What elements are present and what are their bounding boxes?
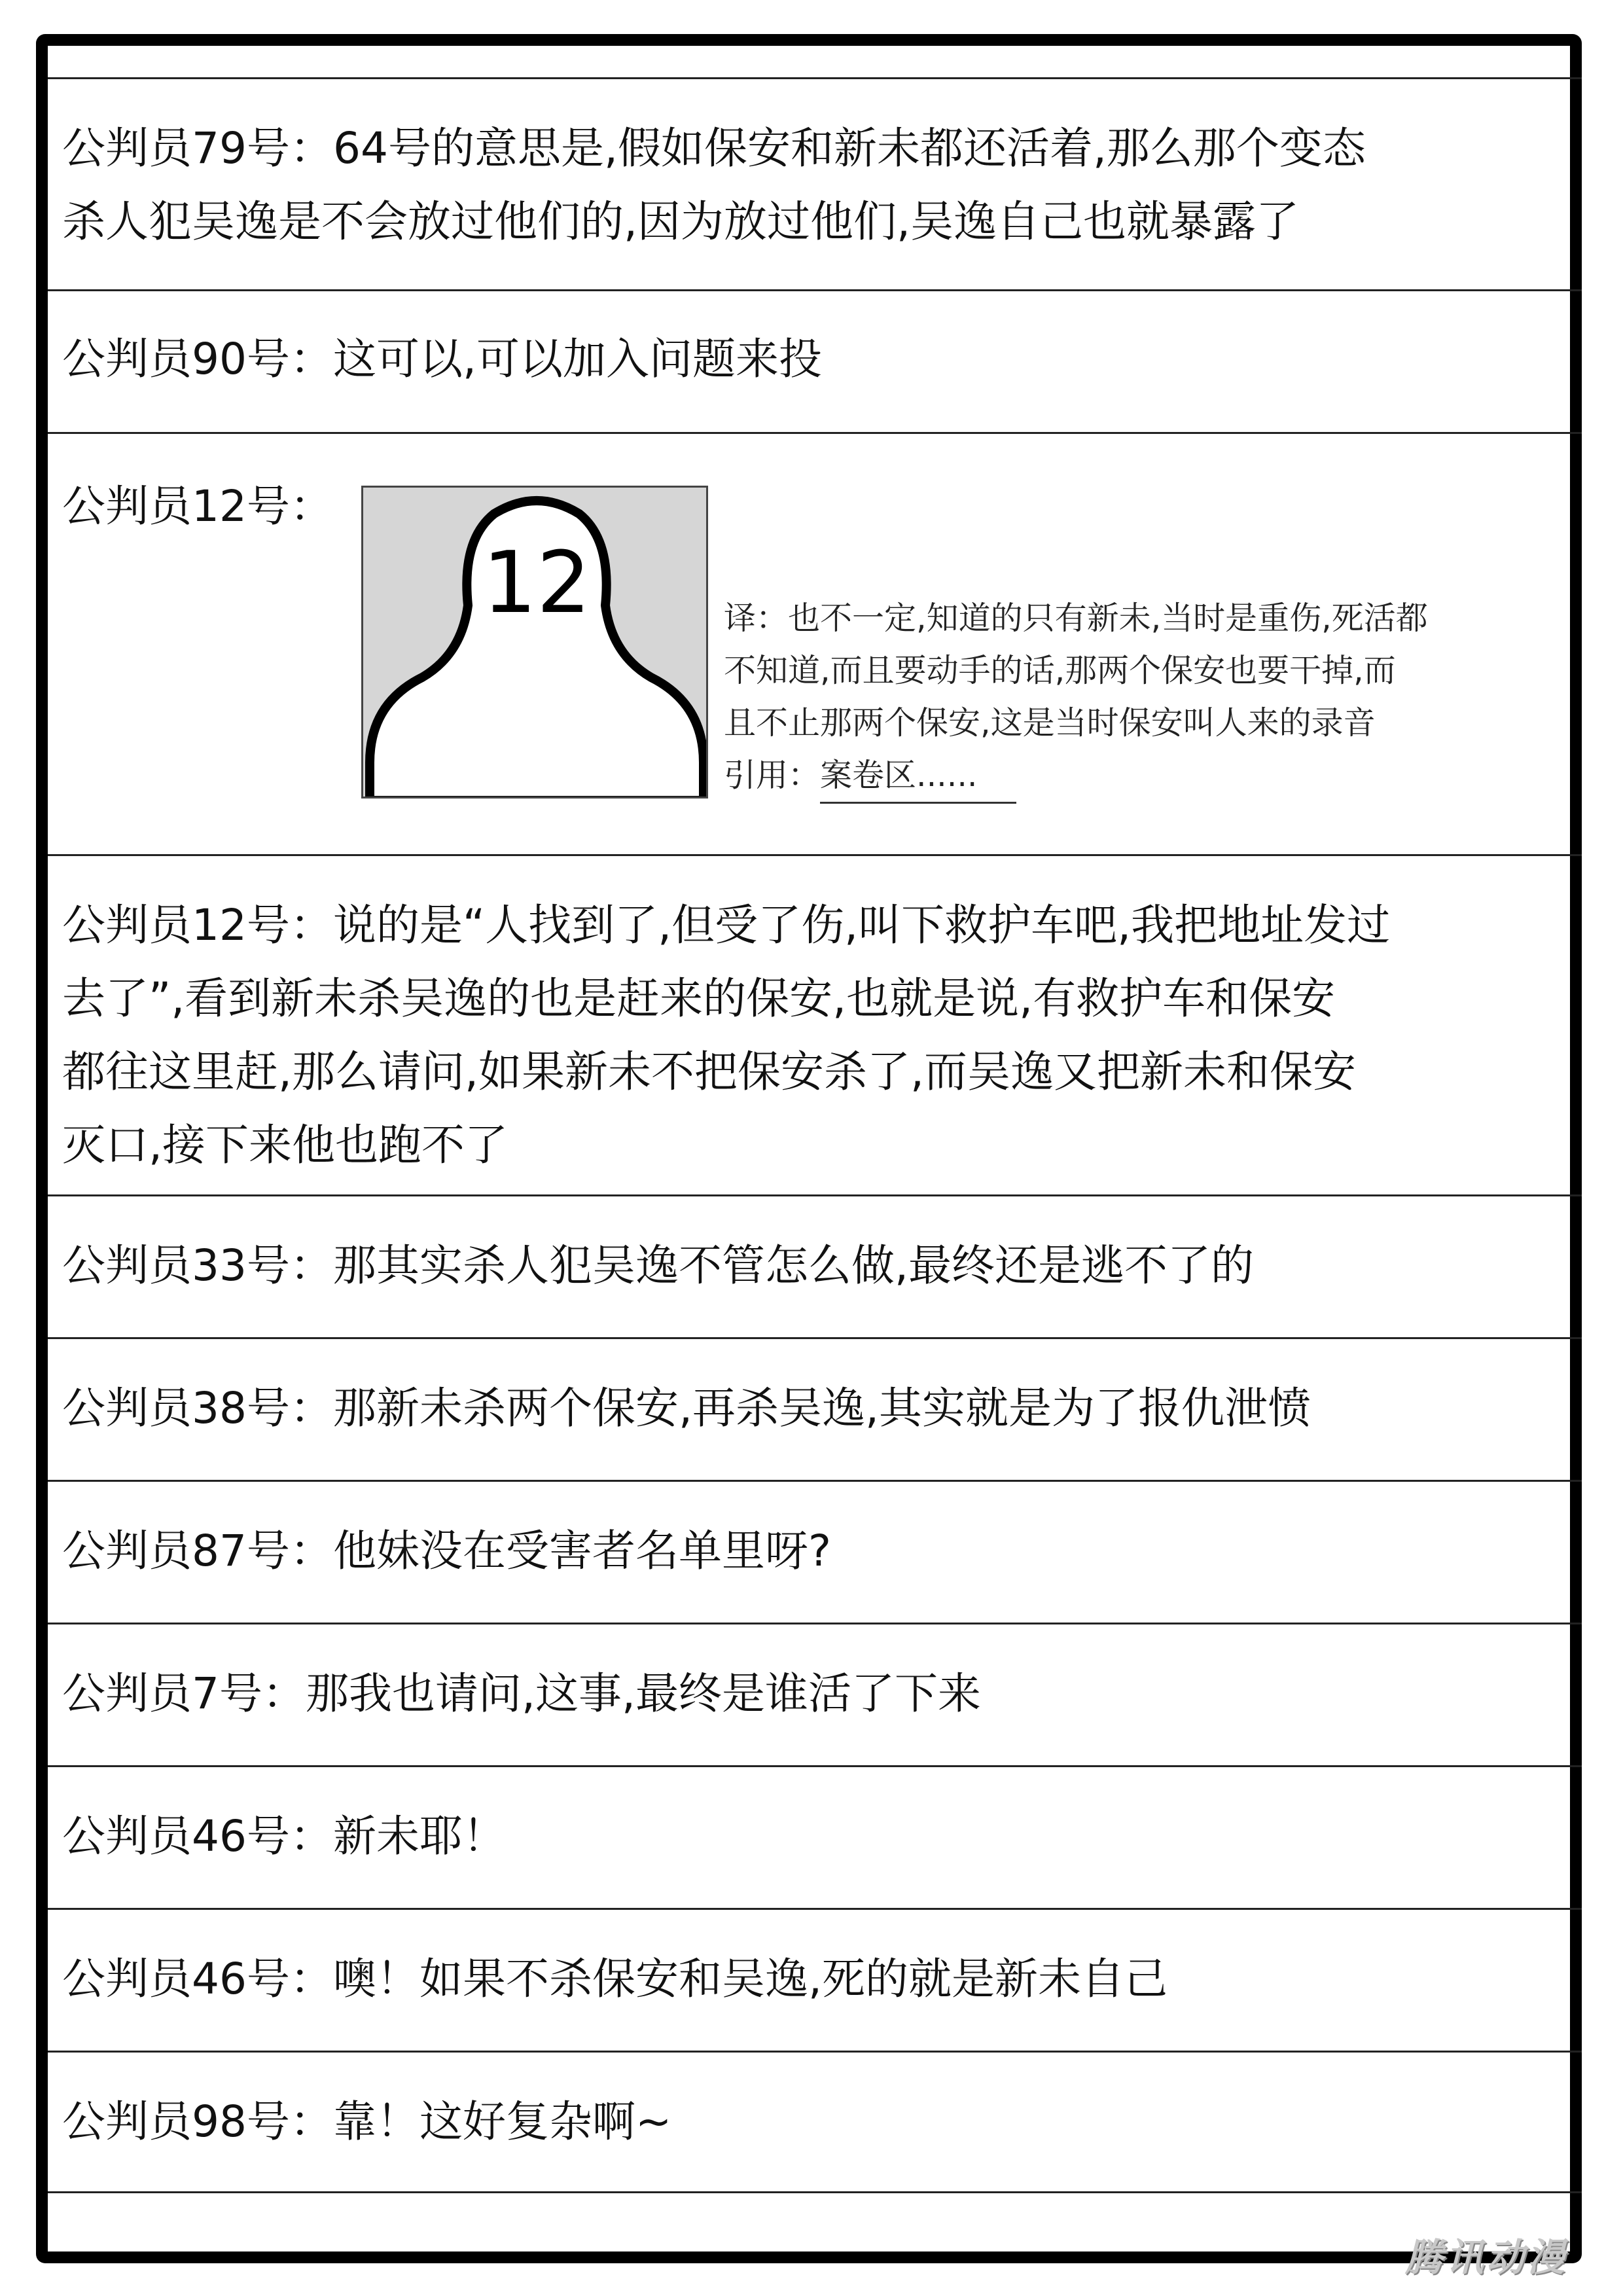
dialogue-line: 公判员12号： xyxy=(62,481,333,531)
dialogue-row xyxy=(48,77,1582,289)
quote-prefix: 引用： xyxy=(724,757,821,794)
watermark-logo: 腾讯动漫 xyxy=(1404,2235,1567,2280)
dialogue-line: 都往这里赶,那么请问,如果新未不把保安杀了,而吴逸又把新未和保安 xyxy=(62,1047,1356,1097)
juror-avatar xyxy=(361,486,708,798)
dialogue-line: 公判员87号：他妹没在受害者名单里呀? xyxy=(62,1526,832,1576)
avatar-number: 12 xyxy=(482,533,591,632)
dialogue-row xyxy=(48,289,1582,432)
dialogue-line: 公判员38号：那新未杀两个保安,再杀吴逸,其实就是为了报仇泄愤 xyxy=(62,1383,1311,1433)
quote-reference xyxy=(724,749,1588,804)
dialogue-row xyxy=(48,1480,1582,1623)
dialogue-row xyxy=(48,1337,1582,1480)
dialogue-line: 公判员46号：噢！如果不杀保安和吴逸,死的就是新未自己 xyxy=(62,1954,1168,2004)
dialogue-row xyxy=(48,1194,1582,1337)
dialogue-line: 公判员98号：靠！这好复杂啊~ xyxy=(62,2096,672,2147)
quote-link[interactable]: 案卷区...... xyxy=(820,749,1016,804)
dialogue-row xyxy=(48,1623,1582,1765)
translation-line: 且不止那两个保安,这是当时保安叫人来的录音 xyxy=(724,704,1376,742)
dialogue-line: 灭口,接下来他也跑不了 xyxy=(62,1120,508,1170)
dialogue-row xyxy=(48,2051,1582,2193)
dialogue-line: 公判员46号：新未耶！ xyxy=(62,1811,506,1861)
dialogue-line: 公判员79号：64号的意思是,假如保安和新未都还活着,那么那个变态 xyxy=(62,123,1366,173)
dialogue-line: 公判员33号：那其实杀人犯吴逸不管怎么做,最终还是逃不了的 xyxy=(62,1240,1254,1291)
dialogue-line: 去了”,看到新未杀吴逸的也是赶来的保安,也就是说,有救护车和保安 xyxy=(62,973,1336,1024)
dialogue-row xyxy=(48,854,1582,1194)
translation-note xyxy=(724,592,1588,804)
dialogue-row xyxy=(48,1908,1582,2051)
dialogue-row xyxy=(48,1765,1582,1908)
dialogue-line: 公判员12号：说的是“人找到了,但受了伤,叫下救护车吧,我把地址发过 xyxy=(62,900,1391,950)
translation-line: 译：也不一定,知道的只有新未,当时是重伤,死活都 xyxy=(724,600,1428,637)
dialogue-line: 公判员90号：这可以,可以加入问题来投 xyxy=(62,334,822,384)
dialogue-line: 杀人犯吴逸是不会放过他们的,因为放过他们,吴逸自己也就暴露了 xyxy=(62,196,1299,247)
dialogue-line: 公判员7号：那我也请问,这事,最终是谁活了下来 xyxy=(62,1668,981,1719)
translation-line: 不知道,而且要动手的话,那两个保安也要干掉,而 xyxy=(724,652,1396,689)
